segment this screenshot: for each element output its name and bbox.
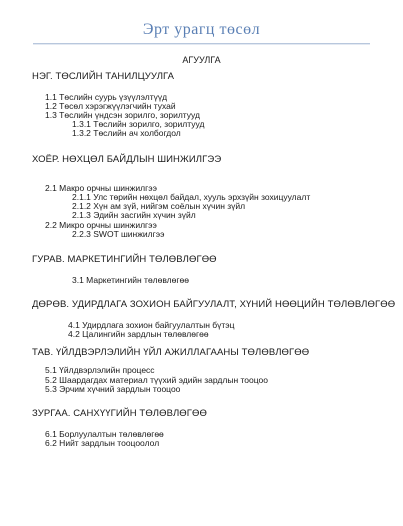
- document-title: Эрт урагц төсөл: [142, 21, 261, 38]
- chapter-heading: ХОЁР. НӨХЦӨЛ БАЙДЛЫН ШИНЖИЛГЭЭ: [32, 154, 222, 165]
- chapter-heading: ТАВ. ҮЙЛДВЭРЛЭЛИЙН ҮЙЛ АЖИЛЛАГААНЫ ТӨЛӨВЛӨГӨӨ: [32, 347, 310, 358]
- toc-entry: 2.2 Микро орчны шинжилгээ: [45, 220, 157, 230]
- toc-entry: 4.2 Цалингийн зардлын төлөвлөгөө: [68, 329, 209, 339]
- toc-entry: 1.1 Төслийн суурь үзүүлэлтүүд: [45, 92, 168, 102]
- toc-subentry: 2.2.3 SWOT шинжилгээ: [72, 229, 165, 239]
- toc-subentry: 2.1.1 Улс төрийн нөхцөл байдал, хууль эрхзүйн зохицуулалт: [72, 192, 311, 202]
- toc-entry: 5.3 Эрчим хүчний зардлын тооцоо: [45, 384, 181, 394]
- toc-entry: 5.2 Шаардагдах материал түүхий эдийн зардлын тооцоо: [45, 375, 268, 385]
- toc-entry: 5.1 Үйлдвэрлэлийн процесс: [45, 365, 155, 375]
- toc-subentry: 2.1.3 Эдийн засгийн хүчин зүйл: [72, 210, 196, 220]
- toc-subentry: 1.3.2 Төслийн ач холбогдол: [72, 128, 181, 138]
- chapter-heading: ДӨРӨВ. УДИРДЛАГА ЗОХИОН БАЙГУУЛАЛТ, ХҮНИЙ НӨӨЦИЙН ТӨЛӨВЛӨГӨӨ: [32, 299, 396, 310]
- toc-subentry: 1.3.1 Төслийн зорилго, зорилтууд: [72, 119, 205, 129]
- toc-entry: 6.1 Борлуулалтын төлөвлөгөө: [45, 429, 164, 439]
- toc-entry: 2.1 Макро орчны шинжилгээ: [45, 183, 157, 193]
- chapter-heading: ГУРАВ. МАРКЕТИНГИЙН ТӨЛӨВЛӨГӨӨ: [32, 254, 217, 265]
- toc-entry: 1.2 Төсөл хэрэгжүүлэгчийн тухай: [45, 101, 176, 111]
- chapter-heading: НЭГ. ТӨСЛИЙН ТАНИЛЦУУЛГА: [32, 71, 175, 82]
- title-divider: [33, 43, 370, 44]
- toc-entry: 1.3 Төслийн үндсэн зорилго, зорилтууд: [45, 110, 200, 120]
- toc-subentry: 2.1.2 Хүн ам зүй, нийгэм соёлын хүчин зүйл: [72, 201, 246, 211]
- toc-entry: 4.1 Удирдлага зохион байгуулалтын бүтэц: [68, 320, 235, 330]
- toc-entry: 3.1 Маркетингийн төлөвлөгөө: [72, 275, 189, 285]
- toc-heading: АГУУЛГА: [182, 55, 221, 65]
- toc-entry: 6.2 Нийт зардлын тооцоолол: [45, 438, 160, 448]
- chapter-heading: ЗУРГАА. САНХҮҮГИЙН ТӨЛӨВЛӨГӨӨ: [32, 408, 208, 419]
